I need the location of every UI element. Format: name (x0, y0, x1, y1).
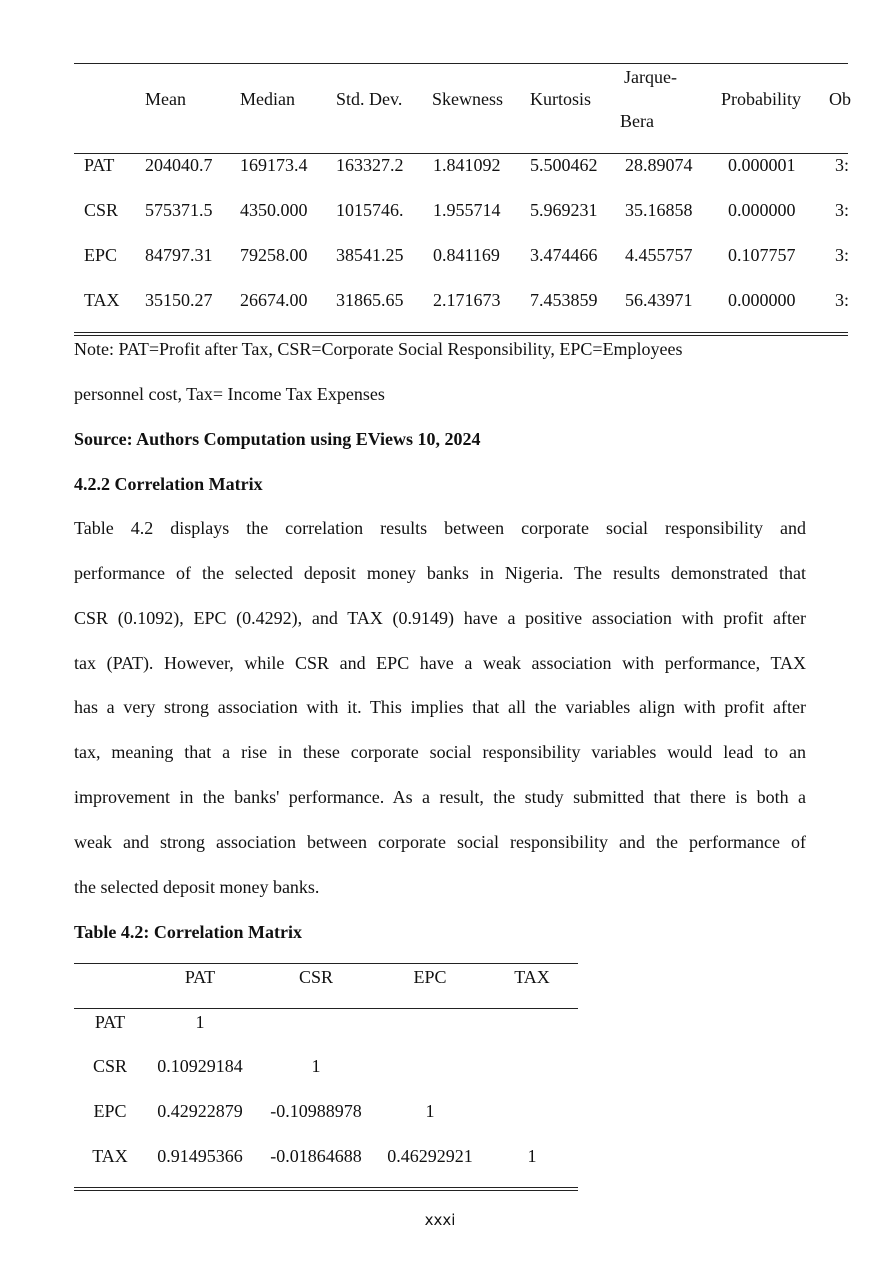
table-note-line-2: personnel cost, Tax= Income Tax Expenses (74, 384, 385, 404)
col-header-kurtosis: Kurtosis (530, 89, 592, 109)
table-cell: 5.500462 (530, 155, 598, 175)
row-label-epc: EPC (84, 245, 118, 265)
table-cell: 31865.65 (336, 290, 404, 310)
table-cell: 3.474466 (530, 245, 598, 265)
corr-cell: 1 (195, 1012, 205, 1032)
page-number: xxxi (424, 1211, 456, 1229)
corr-col-header-pat: PAT (184, 967, 216, 987)
table-cell: 5.969231 (530, 200, 598, 220)
table-cell: 56.43971 (625, 290, 693, 310)
table-cell: 1.841092 (433, 155, 501, 175)
col-header-obs: Ob (829, 89, 851, 109)
table-cell: 84797.31 (145, 245, 213, 265)
col-header-skewness: Skewness (432, 89, 503, 109)
table-cell: 3: (835, 245, 850, 265)
paragraph-line: Table 4.2 displays the correlation results between corporate social responsibility and (74, 518, 806, 538)
table-cell: 0.000000 (728, 200, 796, 220)
table-cell: 4.455757 (625, 245, 693, 265)
table-cell: 38541.25 (336, 245, 404, 265)
table-cell: 1.955714 (433, 200, 501, 220)
corr-col-header-csr: CSR (298, 967, 334, 987)
table-cell: 0.000000 (728, 290, 796, 310)
row-label-csr: CSR (84, 200, 119, 220)
row-label-pat: PAT (84, 155, 115, 175)
table-cell: 79258.00 (240, 245, 308, 265)
table-cell: 1015746. (336, 200, 404, 220)
table-cell: 2.171673 (433, 290, 501, 310)
paragraph-line: has a very strong association with it. This implies that all the variables align with profit after (74, 697, 806, 717)
corr-cell: 0.91495366 (157, 1146, 243, 1166)
col-header-jarque: Jarque- (624, 67, 677, 87)
corr-table-bottom-double-rule (74, 1187, 578, 1191)
col-header-mean: Mean (145, 89, 186, 109)
paragraph-line: the selected deposit money banks. (74, 877, 320, 897)
corr-table-top-rule (74, 963, 578, 964)
paragraph-line: weak and strong association between corporate social responsibility and the performance of (74, 832, 806, 852)
table-cell: 169173.4 (240, 155, 308, 175)
col-header-std-dev: Std. Dev. (336, 89, 403, 109)
table-cell: 163327.2 (336, 155, 404, 175)
corr-cell: 0.42922879 (157, 1101, 243, 1121)
corr-row-label-pat: PAT (94, 1012, 126, 1032)
corr-cell: 0.10929184 (157, 1056, 243, 1076)
table-title: Table 4.2: Correlation Matrix (74, 922, 302, 942)
table-cell: 28.89074 (625, 155, 693, 175)
table-cell: 35.16858 (625, 200, 693, 220)
table-source: Source: Authors Computation using EViews 10, 2024 (74, 429, 481, 449)
corr-row-label-tax: TAX (92, 1146, 128, 1166)
corr-cell: 1 (527, 1146, 537, 1166)
table-cell: 0.841169 (433, 245, 500, 265)
paragraph-line: improvement in the banks' performance. As a result, the study submitted that there is both a (74, 787, 806, 807)
table-cell: 35150.27 (145, 290, 213, 310)
table-cell: 3: (835, 200, 850, 220)
col-header-bera: Bera (620, 111, 654, 131)
table-cell: 3: (835, 155, 850, 175)
corr-row-label-epc: EPC (93, 1101, 127, 1121)
corr-col-header-epc: EPC (413, 967, 447, 987)
table-top-rule (74, 63, 848, 64)
paragraph-line: CSR (0.1092), EPC (0.4292), and TAX (0.9149) have a positive association with profit after (74, 608, 806, 628)
paragraph-line: performance of the selected deposit money banks in Nigeria. The results demonstrated that (74, 563, 806, 583)
table-cell: 7.453859 (530, 290, 598, 310)
paragraph-line: tax (PAT). However, while CSR and EPC have a weak association with performance, TAX (74, 653, 806, 673)
corr-row-label-csr: CSR (92, 1056, 128, 1076)
table-cell: 4350.000 (240, 200, 308, 220)
table-note-line-1: Note: PAT=Profit after Tax, CSR=Corporate Social Responsibility, EPC=Employees (74, 339, 683, 359)
corr-cell: -0.10988978 (270, 1101, 362, 1121)
corr-cell: 0.46292921 (387, 1146, 473, 1166)
paragraph-line: tax, meaning that a rise in these corporate social responsibility variables would lead to an (74, 742, 806, 762)
corr-table-header-rule (74, 1008, 578, 1009)
table-cell: 3: (835, 290, 850, 310)
section-heading: 4.2.2 Correlation Matrix (74, 474, 263, 494)
corr-cell: -0.01864688 (270, 1146, 362, 1166)
col-header-median: Median (240, 89, 295, 109)
table-bottom-double-rule (74, 332, 848, 336)
table-cell: 0.000001 (728, 155, 796, 175)
col-header-probability: Probability (721, 89, 801, 109)
corr-cell: 1 (311, 1056, 321, 1076)
corr-col-header-tax: TAX (514, 967, 550, 987)
corr-cell: 1 (425, 1101, 435, 1121)
table-cell: 0.107757 (728, 245, 796, 265)
row-label-tax: TAX (84, 290, 120, 310)
table-cell: 575371.5 (145, 200, 213, 220)
table-cell: 204040.7 (145, 155, 213, 175)
table-cell: 26674.00 (240, 290, 308, 310)
